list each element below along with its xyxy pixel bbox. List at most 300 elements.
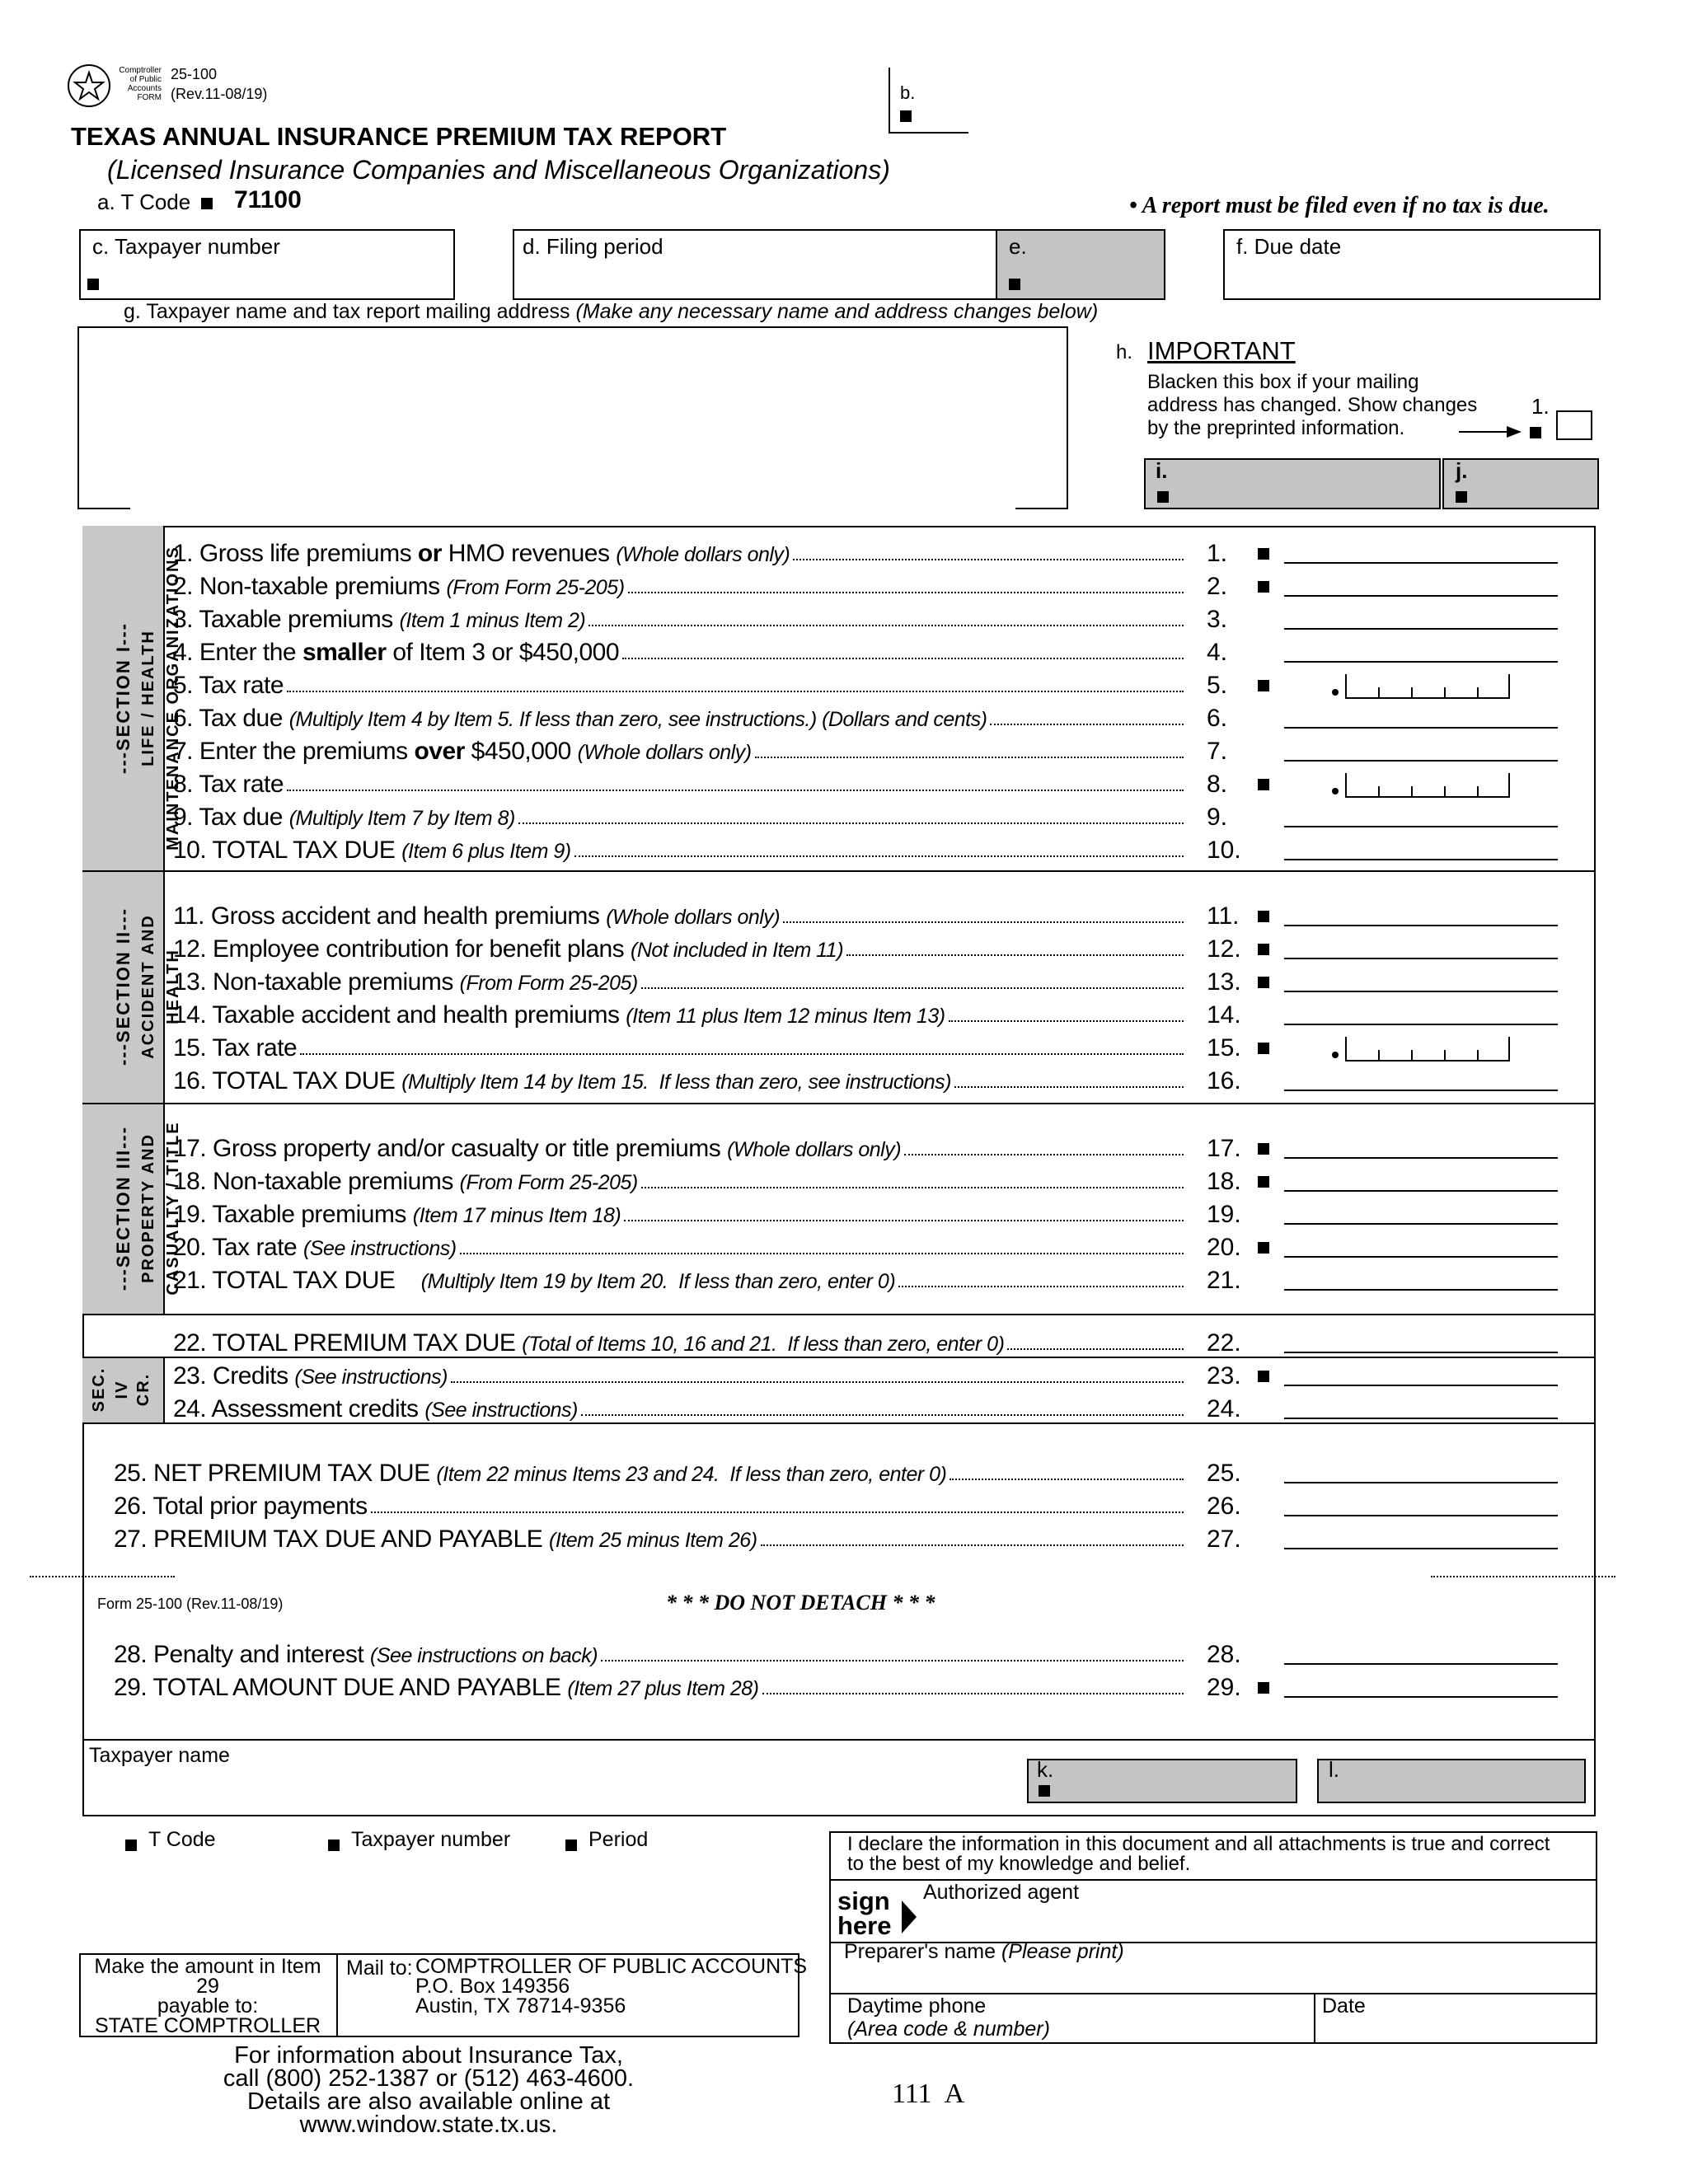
line-item-note: (Item 1 minus Item 2) — [399, 609, 586, 632]
line-item-note: (Item 25 minus Item 26) — [549, 1529, 757, 1552]
line-item-text: 27. PREMIUM TAX DUE AND PAYABLE — [114, 1526, 550, 1553]
line-item-note: (Item 27 plus Item 28) — [567, 1677, 759, 1700]
line-item-3 — [0, 603, 1688, 636]
line-item-label — [173, 1231, 457, 1265]
line-item-number: 18. — [1207, 1168, 1241, 1195]
section-4-title: SEC. — [90, 1366, 108, 1413]
leader-dots — [581, 1393, 1184, 1416]
entry-marker — [1258, 680, 1269, 691]
preparer-label — [844, 1940, 1124, 1964]
line-item-2 — [0, 570, 1688, 603]
line-item-22 — [0, 1327, 1688, 1360]
tcode-value: 71100 — [234, 186, 302, 213]
line-item-text: 7. Enter the premiums — [173, 738, 415, 765]
info-text — [115, 2044, 742, 2136]
field-k-box — [1027, 1759, 1297, 1803]
rate-digit-tick — [1378, 786, 1380, 798]
line-item-text: 16. TOTAL TAX DUE — [173, 1067, 402, 1094]
line-item-number: 10. — [1207, 837, 1241, 864]
amount-field[interactable] — [1284, 801, 1558, 827]
line-item-note: (Whole dollars only) — [616, 543, 790, 566]
leader-dots — [761, 1523, 1184, 1546]
form-revision: (Rev.11-08/19) — [171, 86, 268, 102]
entry-marker — [1258, 779, 1269, 790]
line-item-6 — [0, 702, 1688, 735]
rate-digit-tick — [1378, 1050, 1380, 1062]
leader-dots — [1007, 1327, 1184, 1350]
line-item-label — [173, 636, 619, 669]
line-item-label — [173, 999, 945, 1033]
line-item-label — [173, 900, 780, 934]
leader-dots — [451, 1360, 1184, 1383]
line-item-28 — [0, 1638, 1688, 1671]
line-item-note: (Item 22 minus Items 23 and 24. If less than zero, enter 0) — [436, 1463, 947, 1486]
rate-digit-tick — [1477, 786, 1479, 798]
rate-baseline — [1345, 796, 1508, 798]
line-item-note: (Item 17 minus Item 18) — [412, 1204, 621, 1227]
line-item-19 — [0, 1198, 1688, 1231]
filing-notice: • A report must be filed even if no tax is due. — [1129, 193, 1550, 218]
line-item-note: (Item 11 plus Item 12 minus Item 13) — [626, 1005, 945, 1028]
taxpayer-number-bottom-label: Taxpayer number — [351, 1828, 511, 1851]
here-word: here — [837, 1911, 892, 1940]
taxpayer-number-bottom-marker — [328, 1840, 340, 1851]
field-j-box — [1442, 458, 1599, 509]
comptroller-seal — [68, 64, 110, 107]
sign-arrow-icon — [902, 1900, 917, 1938]
line-item-text2: $450,000 — [464, 738, 578, 765]
line-item-17 — [0, 1132, 1688, 1165]
address-box[interactable] — [77, 326, 1068, 508]
info-line-3: Details are also available online at www.window.state.tx.us. — [246, 2088, 611, 2138]
line-item-text: 23. Credits — [173, 1362, 295, 1390]
line-item-note: (Multiply Item 14 by Item 15. If less than zero, see instructions) — [401, 1071, 951, 1094]
field-l-box — [1317, 1759, 1586, 1803]
rate-digit-tick — [1477, 1050, 1479, 1062]
rate-digit-tick — [1345, 674, 1347, 699]
entry-marker — [1258, 1043, 1269, 1054]
star-icon — [69, 66, 109, 105]
line-item-label — [173, 1065, 951, 1099]
field-k-marker — [1039, 1785, 1050, 1797]
info-line-1: For information about Insurance Tax, — [234, 2042, 623, 2069]
important-line-2: address has changed. Show changes — [1147, 394, 1478, 416]
amount-field[interactable] — [1284, 1132, 1558, 1159]
line-item-29 — [0, 1671, 1688, 1704]
line-item-number: 27. — [1207, 1526, 1241, 1553]
filing-period-label: d. Filing period — [523, 234, 663, 259]
address-label-text: g. Taxpayer name and tax report mailing address — [124, 300, 570, 323]
line-item-text: 24. Assessment credits — [173, 1395, 425, 1422]
address-label-note: (Make any necessary name and address changes below) — [575, 300, 1099, 323]
line-item-16 — [0, 1065, 1688, 1098]
line-item-text: 17. Gross property and/or casualty or title premiums — [173, 1135, 728, 1162]
rate-digit-tick — [1345, 773, 1347, 798]
field-k-label: k. — [1037, 1757, 1054, 1782]
line-item-8 — [0, 768, 1688, 801]
address-label — [124, 300, 1098, 324]
due-date-label: f. Due date — [1236, 234, 1342, 259]
line-item-label — [114, 1457, 946, 1491]
field-i-marker — [1157, 491, 1169, 503]
line-item-label — [114, 1490, 368, 1523]
leader-dots — [518, 801, 1184, 824]
line-item-text: 15. Tax rate — [173, 1034, 298, 1062]
detach-dots-right — [1431, 1576, 1615, 1577]
leader-dots — [371, 1490, 1184, 1513]
line-item-text: 12. Employee contribution for benefit plans — [173, 935, 631, 963]
phone-label: Daytime phone — [847, 1994, 987, 2018]
line-item-text: 3. Taxable premiums — [173, 606, 400, 633]
section-4-label-b: IV — [113, 1380, 131, 1399]
line-item-label — [173, 735, 752, 769]
declaration-line-2: to the best of my knowledge and belief. — [847, 1853, 1191, 1875]
leader-dots — [574, 834, 1184, 857]
line-item-note: (See instructions) — [294, 1366, 448, 1389]
important-title: IMPORTANT — [1147, 336, 1296, 365]
filing-period-box[interactable] — [513, 229, 999, 300]
line-item-23 — [0, 1360, 1688, 1393]
line-item-text2: of Item 3 or $450,000 — [386, 639, 620, 666]
due-date-box[interactable] — [1223, 229, 1601, 300]
form-subtitle: (Licensed Insurance Companies and Miscellaneous Organizations) — [107, 155, 890, 185]
line-item-text: 2. Non-taxable premiums — [173, 573, 447, 600]
line-item-15 — [0, 1032, 1688, 1065]
amount-field[interactable] — [1284, 702, 1558, 729]
field-i-label: i. — [1156, 458, 1168, 483]
line-item-text: 14. Taxable accident and health premiums — [173, 1001, 626, 1029]
amount-field[interactable] — [1284, 1231, 1558, 1258]
amount-field[interactable] — [1284, 1360, 1558, 1386]
taxpayer-number-label: c. Taxpayer number — [92, 234, 280, 259]
line-item-number: 3. — [1207, 606, 1228, 633]
line-item-note: (Whole dollars only) — [606, 906, 781, 929]
amount-field[interactable] — [1284, 1671, 1558, 1698]
field-j-marker — [1456, 491, 1467, 503]
amount-field[interactable] — [1284, 1638, 1558, 1665]
line-item-number: 15. — [1207, 1034, 1241, 1062]
section-2-label-c: HEALTH — [164, 949, 182, 1024]
line-item-note: (From Form 25-205) — [459, 972, 638, 995]
line-item-label — [173, 1360, 448, 1394]
entry-marker — [1258, 548, 1269, 560]
line-item-text: 22. TOTAL PREMIUM TAX DUE — [173, 1329, 523, 1357]
line-item-number: 7. — [1207, 738, 1228, 765]
line-item-number: 1. — [1207, 540, 1228, 567]
amount-field[interactable] — [1284, 1393, 1558, 1419]
rate-digit-tick — [1477, 687, 1479, 699]
field-j-label: j. — [1456, 458, 1468, 483]
address-changed-number: 1. — [1531, 394, 1550, 419]
line-item-label — [173, 603, 585, 637]
line-item-text2: HMO revenues — [441, 540, 617, 567]
tcode-marker — [201, 198, 213, 209]
leader-dots — [898, 1264, 1184, 1287]
phone-note: (Area code & number) — [847, 2018, 1050, 2041]
amount-field[interactable] — [1284, 1065, 1558, 1091]
entry-marker — [1258, 977, 1269, 988]
amount-field[interactable] — [1284, 834, 1558, 860]
entry-marker — [1258, 911, 1269, 922]
payable-mail-separator — [336, 1953, 338, 2037]
line-item-label — [173, 1165, 638, 1199]
declaration-line-1: I declare the information in this document and all attachments is true and correct — [847, 1833, 1550, 1855]
mail-line-3: Austin, TX 78714-9356 — [415, 1994, 626, 2018]
line-item-number: 22. — [1207, 1329, 1241, 1357]
form-title: TEXAS ANNUAL INSURANCE PREMIUM TAX REPORT — [71, 122, 727, 151]
leader-dots — [783, 900, 1184, 923]
info-line-2: call (800) 252-1387 or (512) 463-4600. — [223, 2065, 635, 2092]
line-item-note: (Multiply Item 7 by Item 8) — [288, 807, 515, 830]
section-2-label-b: ACCIDENT AND — [139, 914, 157, 1059]
line-item-number: 13. — [1207, 968, 1241, 996]
line-item-26 — [0, 1490, 1688, 1523]
line-item-note: (Whole dollars only) — [577, 741, 752, 764]
line-item-number: 17. — [1207, 1135, 1241, 1162]
leader-dots — [950, 1457, 1184, 1480]
line-item-24 — [0, 1393, 1688, 1426]
line-item-25 — [0, 1457, 1688, 1490]
line-item-text: 13. Non-taxable premiums — [173, 968, 460, 996]
payable-line-3: STATE COMPTROLLER — [94, 2014, 321, 2037]
line-item-18 — [0, 1165, 1688, 1198]
line-item-label — [173, 933, 843, 967]
line-item-text: 8. Tax rate — [173, 771, 284, 798]
leader-dots — [287, 669, 1184, 692]
line-item-number: 12. — [1207, 935, 1241, 963]
entry-marker — [1258, 1682, 1269, 1694]
leader-dots — [990, 702, 1184, 725]
decimal-point-icon — [1332, 788, 1339, 794]
amount-field[interactable] — [1284, 735, 1558, 762]
mail-label: Mail to: — [346, 1957, 413, 1980]
amount-field[interactable] — [1284, 1198, 1558, 1225]
amount-field[interactable] — [1284, 636, 1558, 663]
leader-dots — [755, 735, 1184, 758]
line-item-number: 6. — [1207, 705, 1228, 732]
tcode-bottom-label: T Code — [148, 1828, 216, 1851]
field-e-label: e. — [1009, 234, 1027, 259]
authorized-agent-field[interactable] — [923, 1904, 1582, 1937]
leader-dots — [287, 768, 1184, 791]
amount-field[interactable] — [1284, 966, 1558, 992]
seal-caption: Comptroller of Public Accounts FORM — [119, 66, 162, 102]
line-item-label — [173, 1198, 621, 1232]
mail-line-1: COMPTROLLER OF PUBLIC ACCOUNTS — [415, 1955, 808, 1978]
important-line-3: by the preprinted information. — [1147, 417, 1405, 439]
line-item-13 — [0, 966, 1688, 999]
mail-line-2: P.O. Box 149356 — [415, 1975, 570, 1998]
line-item-10 — [0, 834, 1688, 867]
amount-field[interactable] — [1284, 603, 1558, 630]
section-1-title: ---SECTION I--- — [113, 622, 134, 774]
line-item-number: 2. — [1207, 573, 1228, 600]
phone-date-separator — [1314, 1993, 1315, 2044]
tax-rate-field[interactable] — [1332, 1037, 1513, 1062]
divider-item-22 — [82, 1314, 1596, 1315]
line-item-label — [173, 966, 638, 1000]
amount-field[interactable] — [1284, 1490, 1558, 1516]
line-item-number: 20. — [1207, 1234, 1241, 1261]
field-l-label: l. — [1329, 1757, 1339, 1782]
line-item-label — [173, 1393, 578, 1427]
amount-field[interactable] — [1284, 933, 1558, 959]
important-line-1: Blacken this box if your mailing — [1147, 371, 1419, 393]
mail-address — [415, 1957, 807, 2016]
taxpayer-name-label: Taxpayer name — [89, 1744, 230, 1767]
leader-dots — [460, 1231, 1184, 1254]
preparer-text: Preparer's name — [844, 1940, 996, 1963]
line-item-text: 4. Enter the — [173, 639, 302, 666]
amount-field[interactable] — [1284, 537, 1558, 564]
line-item-note: (See instructions) — [424, 1399, 578, 1422]
amount-field[interactable] — [1284, 900, 1558, 926]
field-i-box — [1144, 458, 1441, 509]
taxpayer-number-box[interactable] — [79, 229, 455, 300]
preparer-field[interactable] — [844, 1965, 1586, 1993]
rate-digit-tick — [1411, 786, 1413, 798]
line-item-number: 11. — [1207, 902, 1240, 930]
leader-dots — [601, 1638, 1184, 1661]
field-b-marker — [900, 110, 912, 122]
line-item-number: 23. — [1207, 1362, 1241, 1390]
line-item-bold: over — [414, 738, 465, 765]
line-item-4 — [0, 636, 1688, 669]
amount-field[interactable] — [1284, 1327, 1558, 1353]
tcode-bottom-marker — [125, 1840, 137, 1851]
rate-digit-tick — [1345, 1037, 1347, 1062]
decimal-point-icon — [1332, 689, 1339, 696]
leader-dots — [793, 537, 1184, 560]
leader-dots — [628, 570, 1184, 593]
line-item-number: 19. — [1207, 1201, 1241, 1228]
amount-field[interactable] — [1284, 1264, 1558, 1291]
line-item-note: (See instructions on back) — [370, 1644, 598, 1667]
line-item-27 — [0, 1523, 1688, 1556]
line-item-note: (Whole dollars only) — [727, 1138, 902, 1161]
leader-dots — [624, 1198, 1184, 1221]
line-item-note: (Multiply Item 4 by Item 5. If less than zero, see instructions.) (Dollars and cents) — [288, 708, 987, 731]
line-item-label — [173, 702, 987, 736]
line-item-number: 14. — [1207, 1001, 1241, 1029]
entry-marker — [1258, 944, 1269, 955]
amount-field[interactable] — [1284, 999, 1558, 1025]
payable-text — [81, 1957, 335, 2036]
sign-here-label — [837, 1886, 892, 1940]
detach-dots-left — [30, 1576, 175, 1577]
rate-digit-tick — [1378, 687, 1380, 699]
amount-field[interactable] — [1284, 1523, 1558, 1549]
line-item-number: 21. — [1207, 1267, 1241, 1294]
section-3-title: ---SECTION III--- — [113, 1125, 134, 1291]
line-item-label — [173, 1032, 297, 1065]
line-item-text: 21. TOTAL TAX DUE — [173, 1267, 421, 1294]
authorized-agent-label: Authorized agent — [923, 1881, 1080, 1904]
amount-field[interactable] — [1284, 570, 1558, 597]
arrow-icon — [1459, 424, 1522, 440]
address-changed-checkbox[interactable] — [1556, 410, 1592, 440]
divider-section-3 — [82, 1103, 1596, 1104]
line-item-14 — [0, 999, 1688, 1032]
line-item-label — [173, 537, 790, 571]
field-e-box — [996, 229, 1165, 300]
line-item-text: 6. Tax due — [173, 705, 289, 732]
line-item-text: 29. TOTAL AMOUNT DUE AND PAYABLE — [114, 1674, 568, 1701]
line-item-text: 20. Tax rate — [173, 1234, 304, 1261]
section-2-title: ---SECTION II--- — [113, 907, 134, 1066]
line-item-number: 24. — [1207, 1395, 1241, 1422]
line-item-text: 28. Penalty and interest — [114, 1641, 371, 1668]
address-corner-right — [1015, 483, 1068, 509]
leader-dots — [641, 966, 1184, 989]
line-item-number: 28. — [1207, 1641, 1241, 1668]
line-item-number: 25. — [1207, 1460, 1241, 1487]
line-item-note: (From Form 25-205) — [459, 1171, 638, 1194]
line-item-text: 9. Tax due — [173, 804, 289, 831]
leader-dots — [846, 933, 1184, 956]
important-h-label: h. — [1116, 341, 1133, 363]
address-corner-left — [77, 483, 130, 509]
section-1-label-c: MAINTENANCE ORGANIZATIONS — [164, 546, 182, 851]
line-item-text: 10. TOTAL TAX DUE — [173, 837, 402, 864]
line-item-note: (Item 6 plus Item 9) — [401, 840, 571, 863]
section-3-label-b: PROPERTY AND — [139, 1133, 157, 1283]
rate-digit-tick — [1411, 687, 1413, 699]
leader-dots — [762, 1671, 1184, 1694]
field-b-label: b. — [900, 82, 916, 103]
line-item-text: 18. Non-taxable premiums — [173, 1168, 460, 1195]
line-item-20 — [0, 1231, 1688, 1264]
date-label: Date — [1322, 1994, 1366, 2018]
section-1-label-b: LIFE / HEALTH — [139, 630, 157, 766]
line-item-number: 8. — [1207, 771, 1228, 798]
rate-digit-tick — [1444, 786, 1446, 798]
taxpayer-number-marker — [87, 279, 99, 290]
line-item-bold: or — [417, 540, 442, 567]
entry-marker — [1258, 1176, 1269, 1188]
form-number: 25-100 — [171, 66, 218, 82]
tcode-label: a. T Code — [97, 190, 191, 214]
amount-field[interactable] — [1284, 1457, 1558, 1483]
rate-baseline — [1345, 697, 1508, 699]
payable-line-1: Make the amount in Item 29 — [94, 1955, 321, 1998]
line-item-11 — [0, 900, 1688, 933]
line-item-number: 26. — [1207, 1493, 1241, 1520]
section-3-label-c: CASUALTY / TITLE — [164, 1121, 182, 1296]
line-item-text: 26. Total prior payments — [114, 1493, 368, 1520]
rate-digit-tick — [1444, 687, 1446, 699]
line-item-text: 11. Gross accident and health premiums — [173, 902, 607, 930]
amount-field[interactable] — [1284, 1165, 1558, 1192]
entry-marker — [1258, 1371, 1269, 1382]
detach-notice: * * * DO NOT DETACH * * * — [666, 1591, 935, 1615]
line-item-label — [173, 1327, 1004, 1361]
rate-digit-tick — [1411, 1050, 1413, 1062]
line-item-text: 1. Gross life premiums — [173, 540, 418, 567]
line-item-number: 16. — [1207, 1067, 1241, 1094]
preparer-note: (Please print) — [1001, 1940, 1124, 1963]
line-item-12 — [0, 933, 1688, 966]
leader-dots — [588, 603, 1184, 626]
line-item-number: 5. — [1207, 672, 1228, 699]
line-item-note: (Not included in Item 11) — [631, 939, 844, 962]
line-item-5 — [0, 669, 1688, 702]
line-item-text: 19. Taxable premiums — [173, 1201, 413, 1228]
line-item-number: 4. — [1207, 639, 1228, 666]
tax-rate-field[interactable] — [1332, 773, 1513, 798]
sign-word: sign — [837, 1886, 890, 1915]
tax-rate-field[interactable] — [1332, 674, 1513, 699]
